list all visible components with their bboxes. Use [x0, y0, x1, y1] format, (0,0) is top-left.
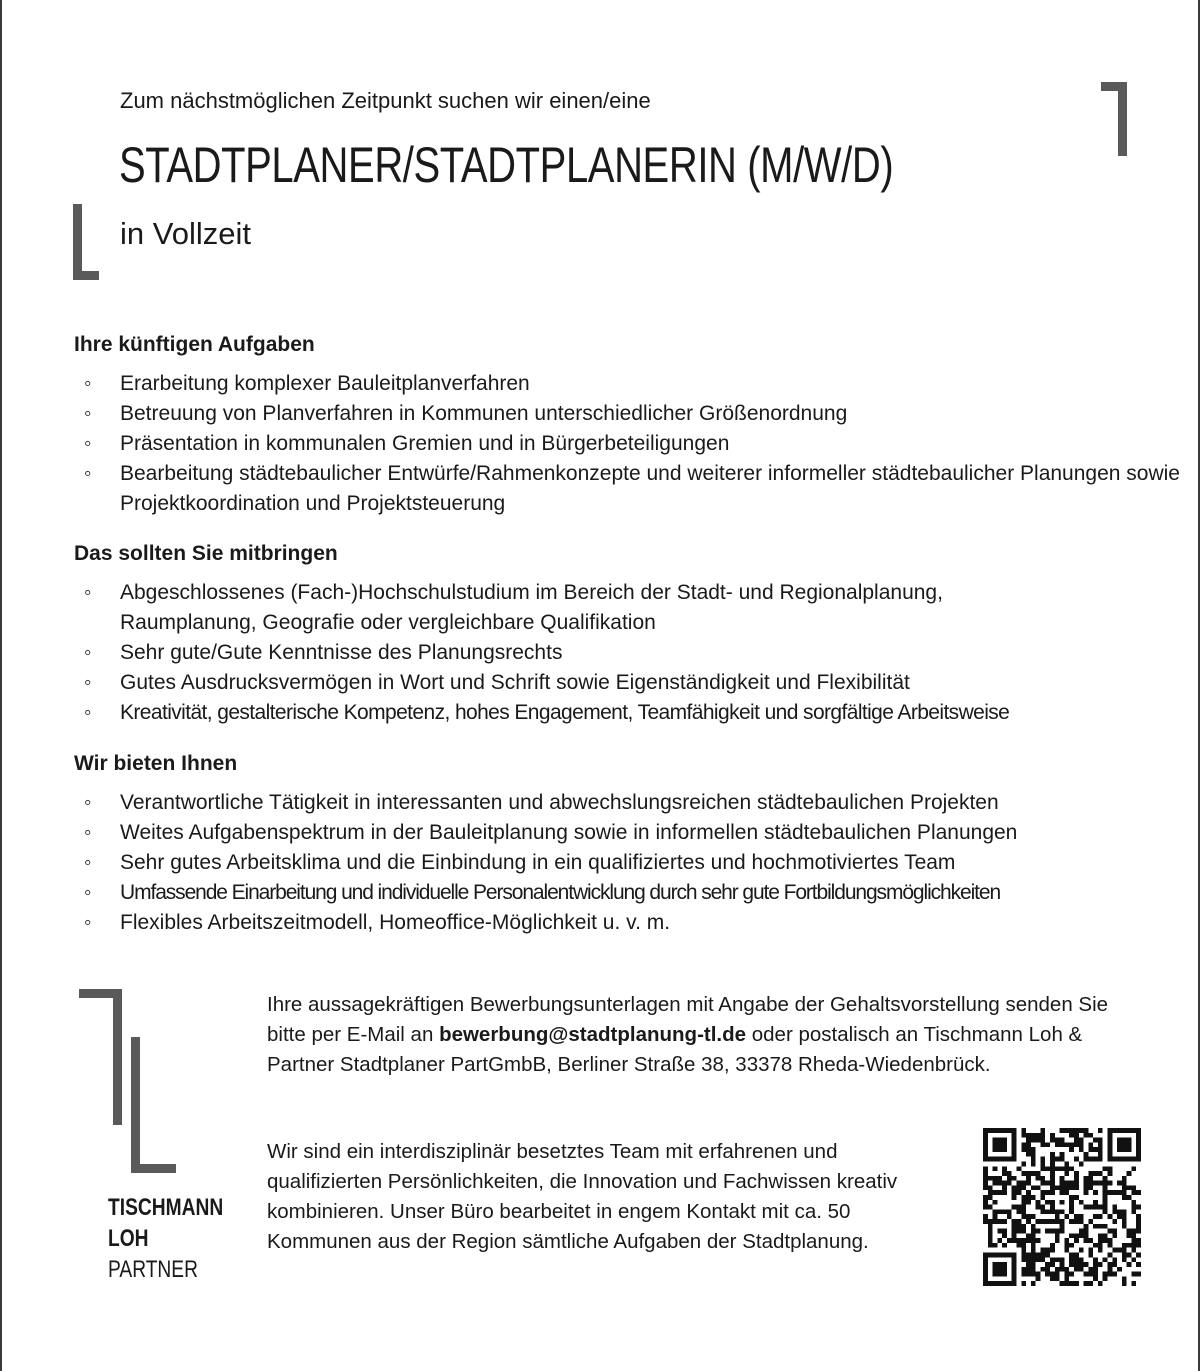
list-item: ◦ Erarbeitung komplexer Bauleitplanverfahren — [74, 369, 1200, 399]
list-item: ◦ Präsentation in kommunalen Gremien und in Bürgerbeteiligungen — [74, 429, 1200, 459]
corner-bracket-bottom-left-horizontal — [73, 271, 99, 280]
about-paragraph: Wir sind ein interdisziplinär besetztes Team mit erfahrenen und qualifizierten Persönlichkeiten, die Innovation und Fachwissen kreativ kombinieren. Unser Büro bearbeitet in engem Kontakt mit ca. 50 Kommunen aus der Region sämtliche Aufgaben der Stadtplanung. — [267, 1140, 898, 1253]
offer-heading: Wir bieten Ihnen — [74, 752, 238, 775]
list-item: ◦ Weites Aufgabenspektrum in der Bauleitplanung sowie in informellen städtebaulichen Planungen — [74, 818, 1200, 848]
tasks-section — [74, 330, 1200, 519]
list-item: ◦ Betreuung von Planverfahren in Kommunen unterschiedlicher Größenordnung — [74, 399, 1200, 429]
qr-code-icon[interactable] — [983, 1128, 1141, 1286]
logo-line-loh: LOH — [108, 1225, 149, 1252]
tasks-list — [74, 369, 1200, 519]
list-item: ◦ Umfassende Einarbeitung und individuelle Personalentwicklung durch sehr gute Fortbildungsmöglichkeiten — [74, 878, 1200, 908]
corner-bracket-bottom-left — [73, 204, 82, 280]
list-item: ◦ Gutes Ausdrucksvermögen in Wort und Schrift sowie Eigenständigkeit und Flexibilität — [74, 668, 1200, 698]
list-item: ◦ Flexibles Arbeitszeitmodell, Homeoffice-Möglichkeit u. v. m. — [74, 908, 1200, 938]
logo-line-partner: PARTNER — [108, 1256, 198, 1283]
page-border-left — [0, 0, 2, 1371]
logo-mark-l-foot — [131, 1164, 176, 1173]
offer-list — [74, 788, 1200, 938]
header-intro: Zum nächstmöglichen Zeitpunkt suchen wir einen/eine — [120, 88, 651, 113]
logo-text — [108, 1192, 223, 1285]
job-title: STADTPLANER/STADTPLANERIN (M/W/D) — [119, 137, 894, 193]
list-item: ◦ Kreativität, gestalterische Kompetenz, hohes Engagement, Teamfähigkeit und sorgfältige Arbeitsweise — [74, 698, 1200, 728]
requirements-section — [74, 539, 1200, 728]
logo-line-tischmann: TISCHMANN — [108, 1194, 224, 1221]
logo-mark-l-stem — [131, 1037, 140, 1173]
job-subtitle: in Vollzeit — [120, 216, 251, 251]
requirements-heading: Das sollten Sie mitbringen — [74, 542, 338, 565]
offer-section — [74, 749, 1200, 938]
list-item: ◦ Verantwortliche Tätigkeit in interessanten und abwechslungsreichen städtebaulichen Projekten — [74, 788, 1200, 818]
list-item: ◦ Bearbeitung städtebaulicher Entwürfe/Rahmenkonzepte und weiterer informeller städtebaulicher Planungen sowie Projektkoordination und Projektsteuerung — [74, 459, 1200, 519]
application-text-after: oder postalisch an Tischmann Loh & Partner Stadtplaner PartGmbB, Berliner Straße 38, 33378 Rheda-Wiedenbrück. — [267, 1023, 1083, 1076]
list-item: ◦ Sehr gute/Gute Kenntnisse des Planungsrechts — [74, 638, 1200, 668]
application-email-link[interactable]: bewerbung@stadtplanung-tl.de — [439, 1023, 747, 1046]
list-item: ◦ Abgeschlossenes (Fach-)Hochschulstudium im Bereich der Stadt- und Regionalplanung, Raumplanung, Geografie oder vergleichbare Qualifikation — [74, 578, 1080, 638]
logo-mark-t-stem — [113, 989, 122, 1125]
requirements-list — [74, 578, 1200, 728]
application-text-before: Ihre aussagekräftigen Bewerbungsunterlagen mit Angabe der Gehaltsvorstellung senden Sie bitte per E-Mail an — [267, 993, 1109, 1046]
list-item: ◦ Sehr gutes Arbeitsklima und die Einbindung in ein qualifiziertes und hochmotiviertes Team — [74, 848, 1200, 878]
corner-bracket-top-right-vertical — [1118, 82, 1127, 156]
tasks-heading: Ihre künftigen Aufgaben — [74, 333, 315, 356]
application-paragraph — [267, 990, 1127, 1080]
